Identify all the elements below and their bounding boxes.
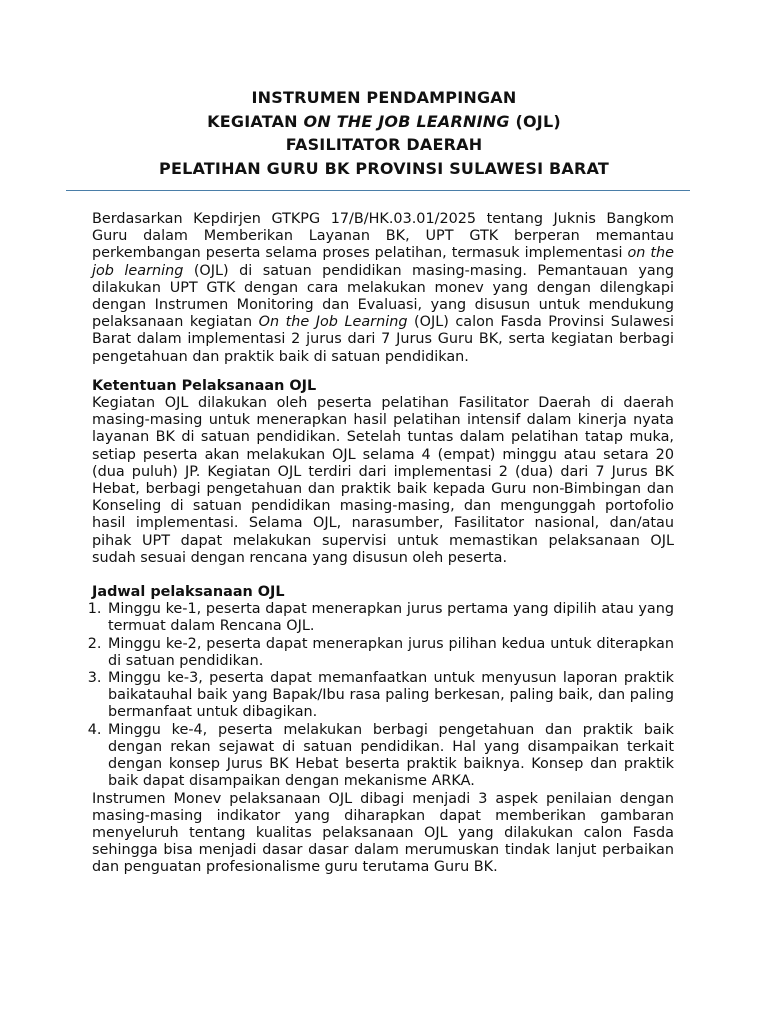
intro-text-3: (OJL) calon Fasda Provinsi Sulawesi Barat dalam implementasi 2 jurus dari 7 Jurus Guru BK, serta kegiatan berbagi pengetahuan dan praktik baik di satuan pendidikan. bbox=[92, 314, 674, 365]
list-item: 4. Minggu ke-4, peserta melakukan berbagi pengetahuan dan praktik baik dengan rekan sejawat di satuan pendidikan. Hal yang disampaikan terkait dengan konsep Jurus BK Hebat beserta praktik baiknya. Konsep dan praktik baik dapat disampaikan dengan mekanisme ARKA. bbox=[106, 722, 674, 791]
intro-italic-1: on the job learning bbox=[92, 245, 674, 279]
title-divider bbox=[66, 190, 690, 191]
title-line-4: PELATIHAN GURU BK PROVINSI SULAWESI BARAT bbox=[159, 158, 609, 178]
closing-paragraph: Instrumen Monev pelaksanaan OJL dibagi menjadi 3 aspek penilaian dengan masing-masing indikator yang diharapkan dapat memberikan gambaran menyeluruh tentang kualitas pelaksanaan OJL yang dilakukan calon Fasda sehingga bisa menjadi dasar dasar dalam merumuskan tindak lanjut perbaikan dan penguatan profesionalisme guru terutama Guru BK. bbox=[92, 790, 674, 876]
intro-text-2: (OJL) di satuan pendidikan masing-masing. Pemantauan yang dilakukan UPT GTK dengan cara melakukan monev yang dengan dilengkapi dengan Instrumen Monitoring dan Evaluasi, yang disusun untuk mendukung pelaksanaan kegiatan bbox=[92, 262, 674, 331]
list-item: 2. Minggu ke-2, peserta dapat menerapkan jurus pilihan kedua untuk diterapkan di satuan pendidikan. bbox=[106, 636, 674, 670]
document-body bbox=[92, 211, 674, 877]
intro-paragraph bbox=[92, 211, 674, 366]
intro-italic-2: On the Job Learning bbox=[258, 314, 408, 331]
ketentuan-section bbox=[92, 378, 674, 567]
title-line-2-post: (OJL) bbox=[509, 111, 561, 131]
jadwal-section bbox=[92, 584, 674, 790]
intro-text-1: Berdasarkan Kepdirjen GTKPG 17/B/HK.03.01/2025 tentang Juknis Bangkom Guru dalam Memberikan Layanan BK, UPT GTK berperan memantau perkembangan peserta selama proses pelatihan, termasuk implementasi bbox=[92, 211, 674, 262]
title-line-2-pre: KEGIATAN bbox=[207, 111, 304, 131]
ketentuan-heading: Ketentuan Pelaksanaan OJL bbox=[92, 377, 317, 394]
jadwal-heading: Jadwal pelaksanaan OJL bbox=[92, 584, 285, 601]
title-line-3: FASILITATOR DAERAH bbox=[285, 135, 483, 154]
ketentuan-paragraph: Kegiatan OJL dilakukan oleh peserta pelatihan Fasilitator Daerah di daerah masing-masing untuk menerapkan hasil pelatihan intensif dalam kinerja nyata layanan BK di satuan pendidikan. Setelah tuntas dalam pelatihan tatap muka, setiap peserta akan melakukan OJL selama 4 (empat) minggu atau setara 20 (dua puluh) JP. Kegiatan OJL terdiri dari implementasi 2 (dua) dari 7 Jurus BK Hebat, berbagi pengetahuan dan praktik baik kepada Guru non-Bimbingan dan Konseling di satuan pendidikan masing-masing, dan mengunggah portofolio hasil implementasi. Selama OJL, narasumber, Fasilitator nasional, dan/atau pihak UPT dapat melakukan supervisi untuk memastikan pelaksanaan OJL sudah sesuai dengan rencana yang disusun oleh peserta. bbox=[92, 395, 674, 566]
list-item: 3. Minggu ke-3, peserta dapat memanfaatkan untuk menyusun laporan praktik baikatauhal baik yang Bapak/Ibu rasa paling berkesan, paling baik, dan paling bermanfaat untuk dibagikan. bbox=[106, 670, 674, 722]
list-item: 1. Minggu ke-1, peserta dapat menerapkan jurus pertama yang dipilih atau yang termuat dalam Rencana OJL. bbox=[106, 601, 674, 635]
document-title bbox=[0, 86, 768, 180]
title-line-2-italic: ON THE JOB LEARNING bbox=[303, 111, 510, 131]
jadwal-list bbox=[88, 601, 674, 790]
title-line-1: INSTRUMEN PENDAMPINGAN bbox=[251, 88, 517, 107]
title-line-2 bbox=[0, 110, 768, 134]
